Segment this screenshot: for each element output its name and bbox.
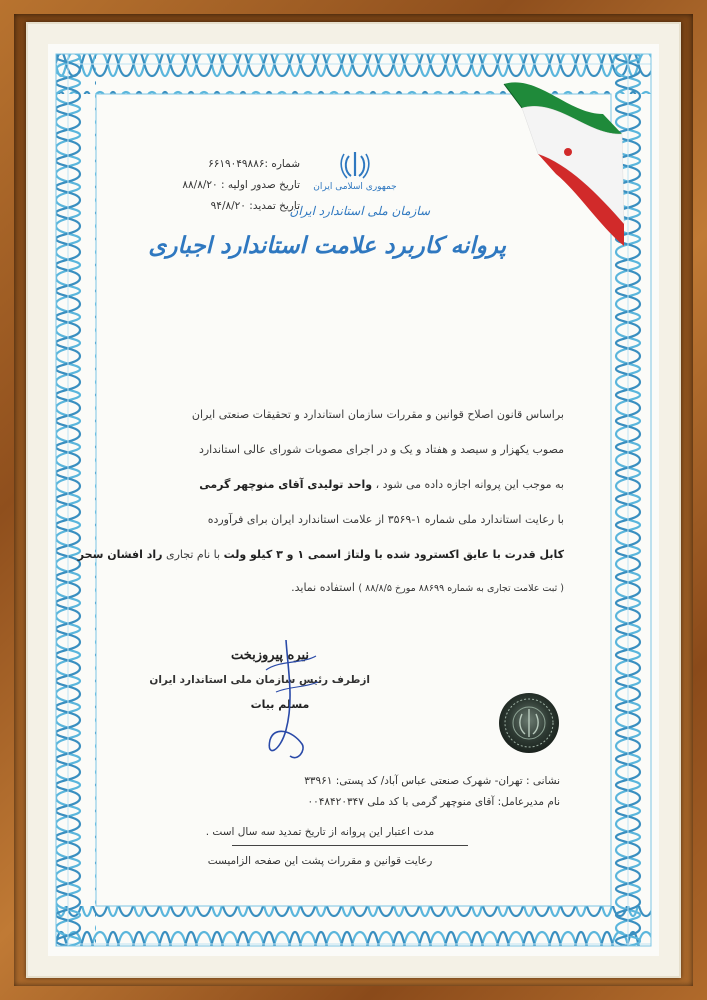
- brand-label: با نام تجاری: [165, 548, 221, 561]
- signatory-role: ازطرف رئیس سازمان ملی استاندارد ایران: [149, 674, 370, 686]
- brand-name: راد افشان سحر: [77, 548, 163, 561]
- renew-date: تاریخ تمدید: ۹۴/۸/۲۰: [210, 200, 300, 212]
- issue-date: تاریخ صدور اولیه : ۸۸/۸/۲۰: [182, 179, 300, 191]
- validity-note: مدت اعتبار این پروانه از تاریخ تمدید سه سال است .: [205, 826, 435, 838]
- body-line-1: براساس قانون اصلاح قوانین و مقررات سازمان استاندارد و تحقیقات صنعتی ایران: [191, 408, 564, 421]
- body-line-6: [240, 581, 564, 594]
- address-line: نشانی : تهران- شهرک صنعتی عباس آباد/ کد پستی: ۳۳۹۶۱: [304, 775, 560, 787]
- stamp-text: مسلم بیات: [250, 698, 310, 711]
- body-line-4: با رعایت استاندارد ملی شماره ۱-۳۵۶۹ از علامت استاندارد ایران برای فرآورده: [207, 513, 564, 526]
- product-description: کابل قدرت با عایق اکسترود شده با ولتاژ اسمی ۱ و ۳ کیلو ولت: [223, 548, 564, 561]
- signatory-name: نیره پیروزبخت: [230, 648, 310, 663]
- certificate-number: شماره :۶۶۱۹۰۴۹۸۸۶: [208, 158, 300, 170]
- iran-flag-icon: [498, 74, 628, 249]
- grant-prefix: به موجب این پروانه اجازه داده می شود ،: [375, 478, 564, 491]
- body-line-5: [77, 548, 564, 561]
- republic-label: جمهوری اسلامی ایران: [313, 182, 397, 192]
- iran-emblem-icon: [338, 150, 372, 180]
- body-line-3: [200, 478, 564, 491]
- certificate-title: پروانه کاربرد علامت استاندارد اجباری: [148, 232, 506, 259]
- usage-clause: استفاده نماید.: [291, 581, 355, 594]
- manager-line: نام مدیرعامل: آقای منوچهر گرمی با کد ملی ۰۰۴۸۴۲۰۳۴۷: [307, 796, 560, 808]
- divider-line: [232, 845, 468, 846]
- trademark-registration: ( ثبت علامت تجاری به شماره ۸۸۶۹۹ مورخ ۸۸/۸/۵ ): [358, 583, 564, 594]
- organization-label: سازمان ملی استاندارد ایران: [289, 204, 430, 218]
- rules-note: رعایت قوانین و مقررات پشت این صفحه الزامیست: [207, 855, 433, 867]
- signature-mark: [246, 630, 336, 770]
- hologram-seal-icon: [498, 692, 560, 754]
- body-line-2: مصوب یکهزار و سیصد و هفتاد و یک و در اجرای مصوبات شورای عالی استاندارد: [198, 443, 564, 456]
- licensee-name: واحد تولیدی آقای منوچهر گرمی: [199, 478, 373, 491]
